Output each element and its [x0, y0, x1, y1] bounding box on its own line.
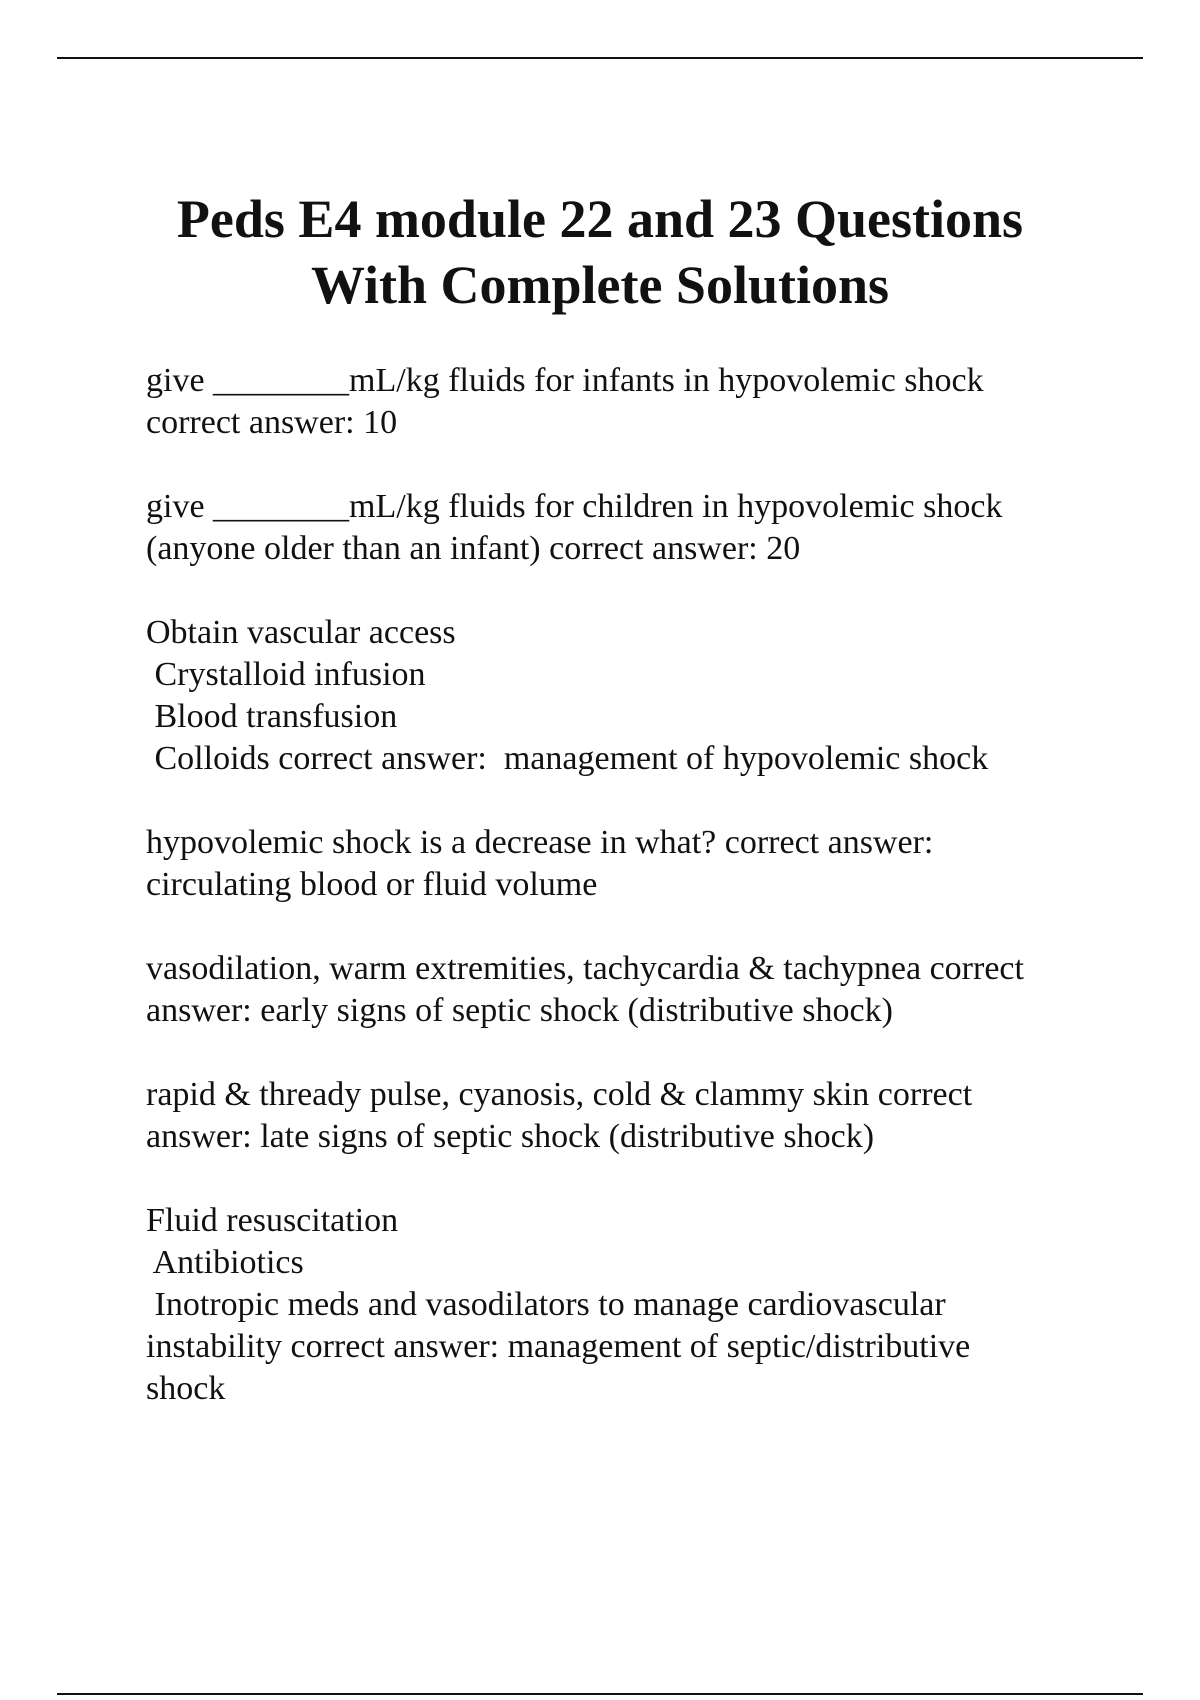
qa-line: circulating blood or fluid volume — [146, 866, 598, 903]
qa-line: (anyone older than an infant) correct answer: 20 — [146, 530, 801, 567]
qa-line: correct answer: 10 — [146, 404, 398, 441]
qa-list — [146, 360, 1106, 1452]
page-title — [60, 186, 1140, 318]
qa-entry — [146, 1200, 1106, 1410]
qa-line: instability correct answer: management of septic/distributive — [146, 1328, 971, 1365]
qa-entry — [146, 486, 1106, 570]
title-line-1: Peds E4 module 22 and 23 Questions — [176, 189, 1024, 249]
qa-entry — [146, 948, 1106, 1032]
qa-line: give ________mL/kg fluids for children in hypovolemic shock — [146, 488, 1003, 525]
bottom-rule — [57, 1693, 1143, 1695]
qa-line: Fluid resuscitation — [146, 1202, 399, 1239]
qa-line: answer: late signs of septic shock (distributive shock) — [146, 1118, 875, 1155]
qa-line: Colloids correct answer: management of hypovolemic shock — [146, 740, 989, 777]
qa-entry — [146, 822, 1106, 906]
top-rule — [57, 57, 1143, 59]
qa-line: give ________mL/kg fluids for infants in hypovolemic shock — [146, 362, 984, 399]
qa-entry — [146, 360, 1106, 444]
qa-line: Blood transfusion — [146, 698, 398, 735]
qa-entry — [146, 1074, 1106, 1158]
qa-line: rapid & thready pulse, cyanosis, cold & clammy skin correct — [146, 1076, 973, 1113]
qa-line: Crystalloid infusion — [146, 656, 426, 693]
qa-line: vasodilation, warm extremities, tachycardia & tachypnea correct — [146, 950, 1024, 987]
qa-line: Inotropic meds and vasodilators to manage cardiovascular — [146, 1286, 946, 1323]
qa-line: Obtain vascular access — [146, 614, 456, 651]
qa-entry — [146, 612, 1106, 780]
title-line-2: With Complete Solutions — [310, 255, 890, 315]
qa-line: hypovolemic shock is a decrease in what? correct answer: — [146, 824, 934, 861]
qa-line: answer: early signs of septic shock (distributive shock) — [146, 992, 893, 1029]
qa-line: Antibiotics — [146, 1244, 304, 1281]
qa-line: shock — [146, 1370, 226, 1407]
